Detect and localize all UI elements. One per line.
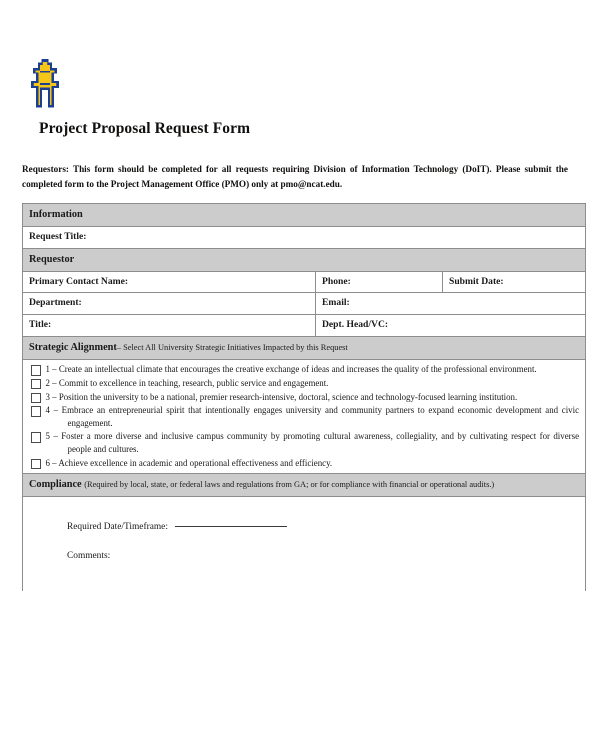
initiative-3-label: 3 – Position the university to be a national, premier research-intensive, doctoral, science and technology-focused learning institution. [45, 391, 518, 402]
list-item[interactable] [31, 404, 579, 429]
submit-date-field[interactable]: Submit Date: [443, 271, 586, 293]
comments-row [67, 550, 110, 563]
required-date-row [67, 521, 287, 534]
information-section-header-row [23, 203, 586, 226]
ncat-aggies-logo-icon [28, 58, 62, 110]
compliance-heading-text: Compliance [29, 479, 82, 491]
phone-field[interactable]: Phone: [316, 271, 443, 293]
list-item[interactable] [31, 363, 579, 376]
checkbox-initiative-3[interactable] [31, 393, 41, 404]
title-depthead-row [23, 315, 586, 337]
compliance-heading [23, 474, 586, 497]
strategic-initiatives-list [23, 360, 586, 474]
primary-contact-name-field[interactable]: Primary Contact Name: [23, 271, 316, 293]
comments-label: Comments: [67, 551, 111, 562]
information-heading: Information [23, 203, 586, 226]
checkbox-initiative-2[interactable] [31, 379, 41, 390]
compliance-header-row [23, 474, 586, 497]
strategic-initiatives-row [23, 360, 586, 474]
initiative-1-label: 1 – Create an intellectual climate that encourages the creative exchange of ideas and increases the quality of the professional environment. [45, 364, 537, 375]
requestor-section-header-row [23, 248, 586, 271]
initiative-2-label: 2 – Commit to excellence in teaching, research, public service and engagement. [45, 377, 329, 388]
requestor-heading: Requestor [23, 248, 586, 271]
strategic-alignment-heading-note: – Select All University Strategic Initiatives Impacted by this Request [116, 343, 348, 353]
list-item[interactable] [31, 430, 579, 455]
title-field[interactable]: Title: [23, 315, 316, 337]
department-email-row [23, 293, 586, 315]
request-title-row [23, 226, 586, 248]
checkbox-initiative-6[interactable] [31, 459, 41, 470]
list-item[interactable] [31, 457, 579, 470]
initiative-5-label: 5 – Foster a more diverse and inclusive campus community by promoting cultural awareness, collegiality, and by cultivating respect for diverse people and cultures. [45, 431, 580, 455]
project-proposal-form-table [22, 203, 586, 591]
department-field[interactable]: Department: [23, 293, 316, 315]
compliance-heading-note: (Required by local, state, or federal laws and regulations from GA; or for compliance with financial or operational audits.) [84, 480, 495, 490]
required-date-label: Required Date/Timeframe: [67, 522, 168, 533]
initiative-4-label: 4 – Embrace an entrepreneurial spirit that intentionally engages university and community partners to expand economic development and civic engagement. [45, 405, 580, 428]
compliance-body-row [23, 497, 586, 592]
document-header [16, 0, 584, 138]
strategic-alignment-heading [23, 337, 586, 360]
dept-head-vc-field[interactable]: Dept. Head/VC: [316, 315, 586, 337]
strategic-alignment-header-row [23, 337, 586, 360]
request-title-field[interactable]: Request Title: [23, 226, 586, 248]
initiative-6-label: 6 – Achieve excellence in academic and operational effectiveness and efficiency. [45, 457, 333, 468]
contact-phone-date-row [23, 271, 586, 293]
page-title: Project Proposal Request Form [39, 120, 251, 137]
checkbox-initiative-1[interactable] [31, 365, 41, 376]
strategic-alignment-heading-text: Strategic Alignment [29, 342, 117, 354]
required-date-input[interactable] [175, 525, 287, 527]
list-item[interactable] [31, 391, 579, 404]
list-item[interactable] [31, 377, 579, 390]
compliance-entry-area [23, 497, 586, 592]
email-field[interactable]: Email: [316, 293, 586, 315]
requestors-instructions: Requestors: This form should be completed for all requests requiring Division of Information Technology (DoIT). Please submit the completed form to the Project Management Office (PMO) only at pmo@ncat.edu. [22, 164, 568, 189]
checkbox-initiative-5[interactable] [31, 432, 41, 443]
checkbox-initiative-4[interactable] [31, 406, 41, 417]
